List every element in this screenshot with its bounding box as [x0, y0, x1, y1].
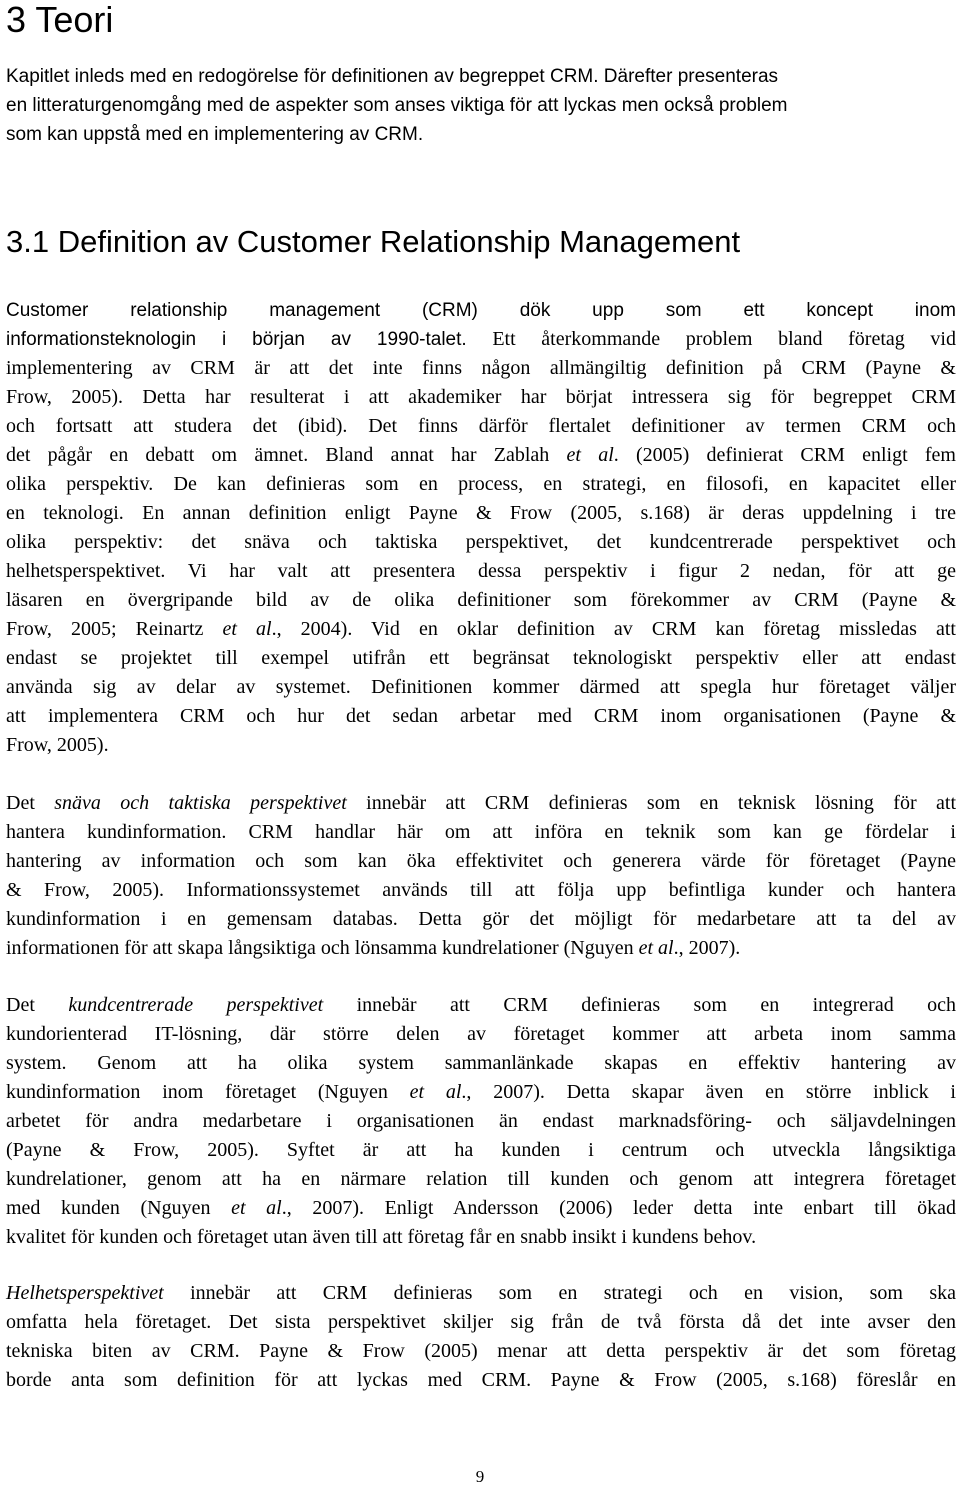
intro-line: som kan uppstå med en implementering av CRM. [6, 124, 424, 145]
text-line [6, 615, 956, 644]
italic-run: et al [222, 618, 272, 640]
text-line: använda sig av delar av systemet. Definitionen kommer därmed att spegla hur företaget väljer [6, 676, 956, 698]
text-line [6, 1194, 956, 1223]
narrow-perspective-paragraph [6, 789, 956, 963]
customer-centric-paragraph [6, 991, 956, 1252]
text-line [6, 991, 956, 1020]
text-run: innebär att CRM definieras som en integrerad och [323, 994, 956, 1016]
text-line: Frow, 2005). [6, 734, 109, 756]
text-run: ., 2007). [673, 937, 741, 959]
definition-paragraph [6, 296, 956, 760]
italic-run: et al [566, 444, 614, 466]
text-line [6, 934, 956, 963]
text-line [6, 325, 956, 354]
intro-line: Kapitlet inleds med en redogörelse för definitionen av begreppet CRM. Därefter presenteras [6, 66, 779, 87]
italic-run: snäva och taktiska perspektivet [54, 792, 347, 814]
intro-line: en litteraturgenomgång med de aspekter som anses viktiga för att lyckas men också problem [6, 95, 788, 116]
text-line: borde anta som definition för att lyckas med CRM. Payne & Frow (2005, s.168) föreslår en [6, 1369, 956, 1391]
text-line: & Frow, 2005). Informationssystemet används till att följa upp befintliga kunder och hantera [6, 879, 956, 901]
text-run: med kunden (Nguyen [6, 1197, 232, 1219]
text-line: system. Genom att ha olika system sammanlänkade skapas en effektiv hantering av [6, 1052, 956, 1074]
text-run: Det [6, 792, 55, 814]
text-run: Frow, 2005; Reinartz [6, 618, 223, 640]
text-line: hantera kundinformation. CRM handlar här om att införa en teknik som kan ge fördelar i [6, 821, 956, 843]
text-line [6, 441, 956, 470]
text-line: arbetet för andra medarbetare i organisationen än endast marknadsföring- och säljavdelningen [6, 1110, 956, 1132]
text-line: och fortsatt att studera det (ibid). Det finns därför flertalet definitioner av termen CRM och [6, 415, 956, 437]
italic-run: et al [409, 1081, 462, 1103]
text-line: olika perspektiv. De kan definieras som en process, en strategi, en filosofi, en kapacitet eller [6, 473, 956, 495]
text-line: implementering av CRM är att det inte finns någon allmängiltig definition på CRM (Payne & [6, 357, 956, 379]
text-run: Ett återkommande problem bland företag vid [466, 328, 956, 350]
chapter-heading: 3 Teori [6, 0, 114, 40]
italic-run: et al [231, 1197, 282, 1219]
text-run: ., 2007). Enligt Andersson (2006) leder detta inte enbart till ökad [281, 1197, 956, 1219]
text-line: (Payne & Frow, 2005). Syftet är att ha kunden i centrum och utveckla långsiktiga [6, 1139, 956, 1161]
text-run: innebär att CRM definieras som en teknisk lösning för att [346, 792, 956, 814]
text-line: endast se projektet till exempel utifrån ett begränsat teknologiskt perspektiv eller att endast [6, 647, 956, 669]
page-number: 9 [475, 1467, 485, 1486]
text-line: kvalitet för kunden och företaget utan även till att företag får en snabb insikt i kundens behov. [6, 1226, 757, 1248]
text-run: Det [6, 994, 69, 1016]
text-run: informationen för att skapa långsiktiga och lönsamma kundrelationer (Nguyen [6, 937, 639, 959]
text-line: olika perspektiv: det snäva och taktiska perspektivet, det kundcentrerade perspektivet och [6, 531, 956, 553]
text-run: ., 2007). Detta skapar även en större inblick i [461, 1081, 956, 1103]
text-run: kundinformation inom företaget (Nguyen [6, 1081, 410, 1103]
text-line: läsaren en övergripande bild av de olika definitioner som förekommer av CRM (Payne & [6, 589, 956, 611]
text-run: informationsteknologin i början av 1990-talet. [6, 329, 467, 350]
text-line: en teknologi. En annan definition enligt Payne & Frow (2005, s.168) är deras uppdelning i tre [6, 502, 956, 524]
text-line: att implementera CRM och hur det sedan arbetar med CRM inom organisationen (Payne & [6, 705, 956, 727]
holistic-perspective-paragraph [6, 1279, 956, 1395]
text-line: kundinformation i en gemensam databas. Detta gör det möjligt för medarbetare att ta del av [6, 908, 956, 930]
text-line: kundorienterad IT-lösning, där större delen av företaget kommer att arbeta inom samma [6, 1023, 956, 1045]
text-run: innebär att CRM definieras som en strategi och en vision, som ska [163, 1282, 956, 1304]
intro-paragraph [6, 62, 956, 149]
text-line: Frow, 2005). Detta har resulterat i att akademiker har börjat intressera sig för begreppet CRM [6, 386, 956, 408]
text-line [6, 789, 956, 818]
text-line [6, 1279, 956, 1308]
text-line: helhetsperspektivet. Vi har valt att presentera dessa perspektiv i figur 2 nedan, för att ge [6, 560, 956, 582]
text-line: kundrelationer, genom att ha en närmare relation till kunden och genom att integrera företaget [6, 1168, 956, 1190]
text-line: Customer relationship management (CRM) dök upp som ett koncept inom [6, 300, 956, 321]
text-run: det pågår en debatt om ämnet. Bland annat har Zablah [6, 444, 567, 466]
section-heading: 3.1 Definition av Customer Relationship Management [6, 224, 741, 259]
text-line: hantering av information och som kan öka effektivitet och generera värde för företaget (Payne [6, 850, 956, 872]
italic-run: Helhetsperspektivet [6, 1282, 164, 1304]
text-line [6, 1078, 956, 1107]
text-line: tekniska biten av CRM. Payne & Frow (2005) menar att detta perspektiv är det som företag [6, 1340, 956, 1362]
text-line: omfatta hela företaget. Det sista perspektivet skiljer sig från de två första då det inte avser den [6, 1311, 956, 1333]
text-run: . (2005) definierat CRM enligt fem [613, 444, 956, 466]
italic-run: kundcentrerade perspektivet [68, 994, 324, 1016]
italic-run: et al [638, 937, 674, 959]
text-run: ., 2004). Vid en oklar definition av CRM kan företag missledas att [271, 618, 956, 640]
